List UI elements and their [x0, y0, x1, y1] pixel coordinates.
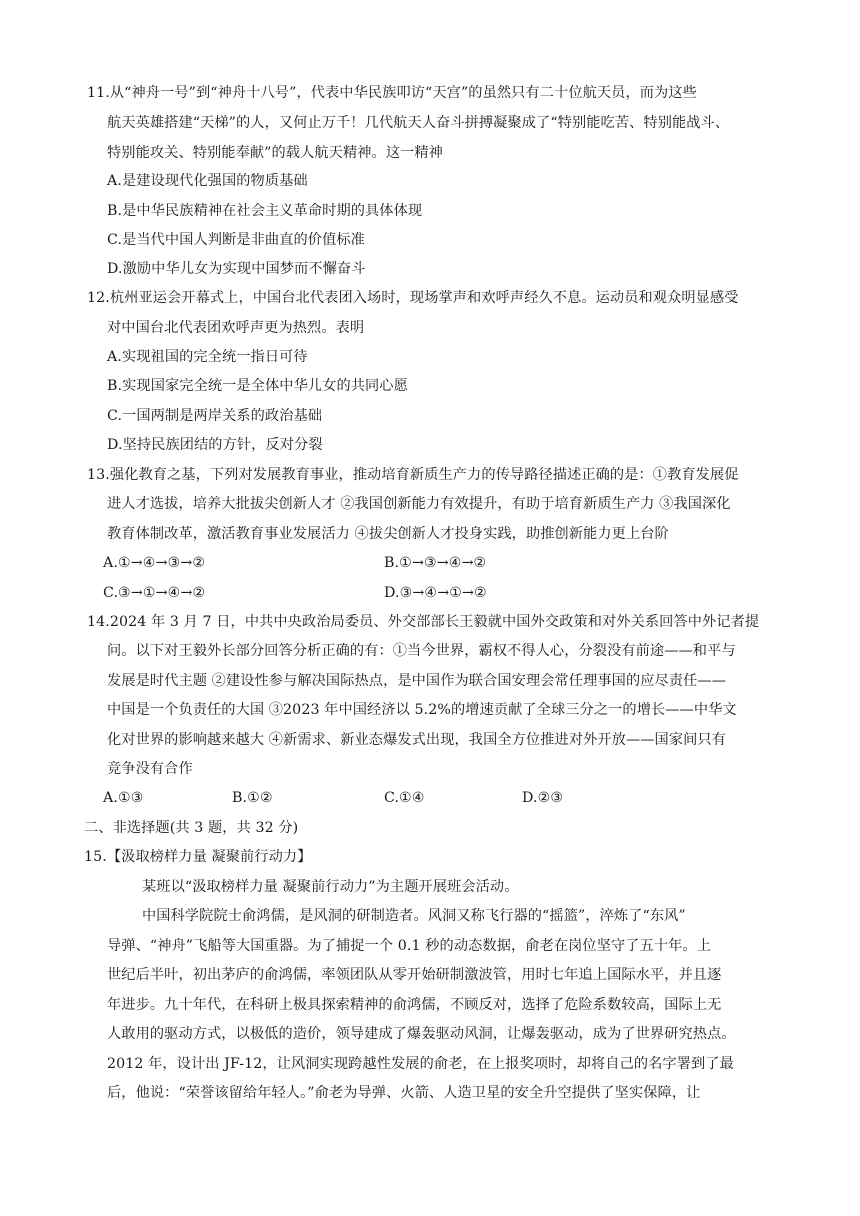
question-11-option-d[interactable]: D.激励中华儿女为实现中国梦而不懈奋斗 — [107, 261, 366, 277]
question-14-stem-line: 竞争没有合作 — [107, 761, 193, 777]
question-15-paragraph-line: 世纪后半叶，初出茅庐的俞鸿儒，率领团队从零开始研制激波管，用时七年追上国际水平，并且逐 — [107, 967, 722, 983]
question-11-option-b[interactable]: B.是中华民族精神在社会主义革命时期的具体体现 — [107, 203, 423, 219]
question-15-paragraph-line: 2012 年，设计出 JF-12，让风洞实现跨越性发展的俞老，在上报奖项时，却将自己的名字署到了最 — [107, 1056, 734, 1072]
question-13-stem-line: 教育体制改革，激活教育事业发展活力 ④拔尖创新人才投身实践，助推创新能力更上台阶 — [107, 526, 669, 542]
question-13-stem-line: 13.强化教育之基，下列对发展教育事业，推动培育新质生产力的传导路径描述正确的是：①教育发展促 — [87, 467, 739, 483]
question-11-stem-line: 特别能攻关、特别能奉献”的载人航天精神。这一精神 — [107, 145, 443, 161]
question-12-option-d[interactable]: D.坚持民族团结的方针，反对分裂 — [107, 437, 323, 453]
question-14-stem-line: 中国是一个负责任的大国 ③2023 年中国经济以 5.2%的增速贡献了全球三分之一的增长——中华文 — [107, 702, 737, 718]
question-13-option-d[interactable]: D.③→④→①→② — [384, 585, 487, 601]
question-11-option-a[interactable]: A.是建设现代化强国的物质基础 — [107, 173, 308, 189]
question-14-option-c[interactable]: C.①④ — [384, 790, 425, 806]
question-15-paragraph-line: 导弹、“神舟”飞船等大国重器。为了捕捉一个 0.1 秒的动态数据，俞老在岗位坚守了五十年。上 — [107, 938, 712, 954]
question-15-paragraph-line: 人敢用的驱动方式，以极低的造价，领导建成了爆轰驱动风洞，让爆轰驱动，成为了世界研究热点。 — [107, 1026, 736, 1042]
question-13-option-a[interactable]: A.①→④→③→② — [103, 555, 206, 571]
question-12-option-a[interactable]: A.实现祖国的完全统一指日可待 — [107, 349, 308, 365]
question-14-stem-line: 14.2024 年 3 月 7 日，中共中央政治局委员、外交部部长王毅就中国外交政策和对外关系回答中外记者提 — [87, 614, 760, 630]
question-14-option-b[interactable]: B.①② — [232, 790, 273, 806]
question-14-option-d[interactable]: D.②③ — [522, 790, 564, 806]
question-15-paragraph-line: 年进步。九十年代，在科研上极具探索精神的俞鸿儒，不顾反对，选择了危险系数较高，国际上无 — [107, 997, 722, 1013]
question-12-stem-line: 12.杭州亚运会开幕式上，中国台北代表团入场时，现场掌声和欢呼声经久不息。运动员和观众明显感受 — [87, 290, 739, 306]
question-14-option-a[interactable]: A.①③ — [103, 790, 144, 806]
question-14-stem-line: 发展是时代主题 ②建设性参与解决国际热点，是中国作为联合国安理会常任理事国的应尽责任—— — [107, 673, 726, 689]
question-13-option-c[interactable]: C.③→①→④→② — [103, 585, 206, 601]
section-heading: 二、非选择题(共 3 题，共 32 分) — [84, 820, 299, 836]
question-15-paragraph-line: 后，他说：“荣誉该留给年轻人。”俞老为导弹、火箭、人造卫星的安全升空提供了坚实保障，让 — [107, 1085, 701, 1101]
question-12-option-b[interactable]: B.实现国家完全统一是全体中华儿女的共同心愿 — [107, 378, 408, 394]
question-12-stem-line: 对中国台北代表团欢呼声更为热烈。表明 — [107, 320, 365, 336]
question-15-title: 15.【汲取榜样力量 凝聚前行动力】 — [84, 849, 312, 865]
question-15-intro: 某班以“汲取榜样力量 凝聚前行动力”为主题开展班会活动。 — [142, 879, 519, 895]
question-15-paragraph-line: 中国科学院院士俞鸿儒，是风洞的研制造者。风洞又称飞行器的“摇篮”，淬炼了“东风” — [142, 908, 686, 924]
question-13-stem-line: 进人才选拔，培养大批拔尖创新人才 ②我国创新能力有效提升，有助于培育新质生产力 ③我国深化 — [107, 496, 731, 512]
question-12-option-c[interactable]: C.一国两制是两岸关系的政治基础 — [107, 408, 323, 424]
question-14-stem-line: 问。以下对王毅外长部分回答分析正确的有：①当今世界，霸权不得人心，分裂没有前途——和平与 — [107, 643, 736, 659]
question-11-option-c[interactable]: C.是当代中国人判断是非曲直的价值标准 — [107, 232, 365, 248]
question-11-stem-line: 11.从“神舟一号”到“神舟十八号”，代表中华民族叩访“天宫”的虽然只有二十位航天员，而为这些 — [87, 85, 697, 101]
question-13-option-b[interactable]: B.①→③→④→② — [384, 555, 487, 571]
question-14-stem-line: 化对世界的影响越来越大 ④新需求、新业态爆发式出现，我国全方位推进对外开放——国家间只有 — [107, 732, 726, 748]
question-11-stem-line: 航天英雄搭建“天梯”的人，又何止万千！几代航天人奋斗拼搏凝聚成了“特别能吃苦、特别能战斗、 — [107, 115, 730, 131]
